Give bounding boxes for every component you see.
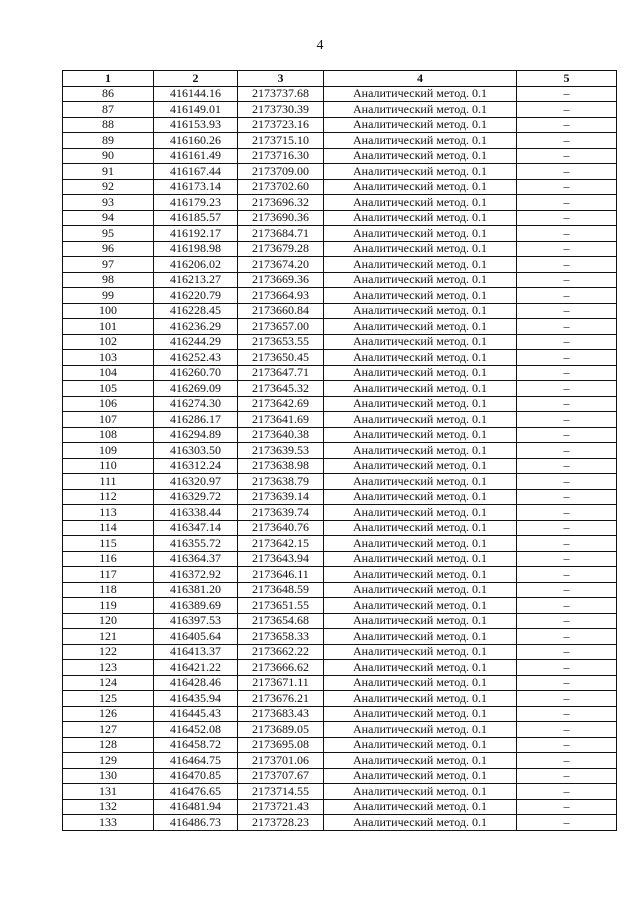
note-cell: – [517,319,617,335]
note-cell: – [517,350,617,366]
x-coordinate-cell: 416206.02 [154,257,238,273]
method-cell: Аналитический метод. 0.1 [324,458,517,474]
point-number-cell: 87 [63,102,154,118]
y-coordinate-cell: 2173648.59 [238,582,324,598]
point-number-cell: 100 [63,303,154,319]
table-row [63,195,617,211]
point-number-cell: 128 [63,737,154,753]
point-number-cell: 119 [63,598,154,614]
y-coordinate-cell: 2173737.68 [238,86,324,102]
table-row [63,272,617,288]
method-cell: Аналитический метод. 0.1 [324,272,517,288]
point-number-cell: 110 [63,458,154,474]
method-cell: Аналитический метод. 0.1 [324,241,517,257]
x-coordinate-cell: 416167.44 [154,164,238,180]
y-coordinate-cell: 2173723.16 [238,117,324,133]
y-coordinate-cell: 2173730.39 [238,102,324,118]
note-cell: – [517,675,617,691]
table-row [63,117,617,133]
note-cell: – [517,86,617,102]
table-row [63,474,617,490]
x-coordinate-cell: 416269.09 [154,381,238,397]
table-row [63,505,617,521]
point-number-cell: 96 [63,241,154,257]
method-cell: Аналитический метод. 0.1 [324,675,517,691]
y-coordinate-cell: 2173676.21 [238,691,324,707]
point-number-cell: 89 [63,133,154,149]
method-cell: Аналитический метод. 0.1 [324,164,517,180]
table-row [63,179,617,195]
note-cell: – [517,257,617,273]
table-row [63,86,617,102]
method-cell: Аналитический метод. 0.1 [324,489,517,505]
y-coordinate-cell: 2173642.69 [238,396,324,412]
point-number-cell: 88 [63,117,154,133]
point-number-cell: 91 [63,164,154,180]
column-header-3: 3 [238,71,324,87]
x-coordinate-cell: 416347.14 [154,520,238,536]
table-header-row [63,71,617,87]
method-cell: Аналитический метод. 0.1 [324,226,517,242]
note-cell: – [517,613,617,629]
y-coordinate-cell: 2173690.36 [238,210,324,226]
note-cell: – [517,598,617,614]
note-cell: – [517,102,617,118]
x-coordinate-cell: 416260.70 [154,365,238,381]
y-coordinate-cell: 2173709.00 [238,164,324,180]
method-cell: Аналитический метод. 0.1 [324,148,517,164]
y-coordinate-cell: 2173674.20 [238,257,324,273]
point-number-cell: 108 [63,427,154,443]
table-row [63,148,617,164]
y-coordinate-cell: 2173640.76 [238,520,324,536]
y-coordinate-cell: 2173643.94 [238,551,324,567]
note-cell: – [517,815,617,831]
point-number-cell: 97 [63,257,154,273]
method-cell: Аналитический метод. 0.1 [324,86,517,102]
table-row [63,629,617,645]
x-coordinate-cell: 416486.73 [154,815,238,831]
method-cell: Аналитический метод. 0.1 [324,691,517,707]
x-coordinate-cell: 416160.26 [154,133,238,149]
point-number-cell: 90 [63,148,154,164]
x-coordinate-cell: 416413.37 [154,644,238,660]
note-cell: – [517,164,617,180]
point-number-cell: 106 [63,396,154,412]
x-coordinate-cell: 416381.20 [154,582,238,598]
table-row [63,706,617,722]
point-number-cell: 123 [63,660,154,676]
coordinates-table [62,70,617,831]
table-row [63,691,617,707]
method-cell: Аналитический метод. 0.1 [324,737,517,753]
x-coordinate-cell: 416179.23 [154,195,238,211]
y-coordinate-cell: 2173650.45 [238,350,324,366]
method-cell: Аналитический метод. 0.1 [324,365,517,381]
method-cell: Аналитический метод. 0.1 [324,210,517,226]
y-coordinate-cell: 2173671.11 [238,675,324,691]
table-row [63,520,617,536]
method-cell: Аналитический метод. 0.1 [324,443,517,459]
method-cell: Аналитический метод. 0.1 [324,598,517,614]
method-cell: Аналитический метод. 0.1 [324,257,517,273]
column-header-4: 4 [324,71,517,87]
point-number-cell: 118 [63,582,154,598]
table-row [63,536,617,552]
note-cell: – [517,148,617,164]
x-coordinate-cell: 416274.30 [154,396,238,412]
x-coordinate-cell: 416236.29 [154,319,238,335]
method-cell: Аналитический метод. 0.1 [324,195,517,211]
x-coordinate-cell: 416213.27 [154,272,238,288]
method-cell: Аналитический метод. 0.1 [324,350,517,366]
point-number-cell: 116 [63,551,154,567]
table-row [63,458,617,474]
note-cell: – [517,644,617,660]
table-row [63,319,617,335]
table-row [63,133,617,149]
note-cell: – [517,722,617,738]
point-number-cell: 95 [63,226,154,242]
method-cell: Аналитический метод. 0.1 [324,319,517,335]
table-row [63,784,617,800]
note-cell: – [517,505,617,521]
y-coordinate-cell: 2173714.55 [238,784,324,800]
note-cell: – [517,195,617,211]
table-row [63,799,617,815]
note-cell: – [517,753,617,769]
method-cell: Аналитический метод. 0.1 [324,582,517,598]
y-coordinate-cell: 2173662.22 [238,644,324,660]
table-row [63,768,617,784]
y-coordinate-cell: 2173660.84 [238,303,324,319]
table-row [63,164,617,180]
method-cell: Аналитический метод. 0.1 [324,179,517,195]
table-row [63,551,617,567]
method-cell: Аналитический метод. 0.1 [324,102,517,118]
x-coordinate-cell: 416372.92 [154,567,238,583]
y-coordinate-cell: 2173645.32 [238,381,324,397]
note-cell: – [517,691,617,707]
note-cell: – [517,226,617,242]
x-coordinate-cell: 416244.29 [154,334,238,350]
y-coordinate-cell: 2173640.38 [238,427,324,443]
x-coordinate-cell: 416364.37 [154,551,238,567]
point-number-cell: 129 [63,753,154,769]
note-cell: – [517,768,617,784]
table-row [63,598,617,614]
point-number-cell: 115 [63,536,154,552]
table-row [63,350,617,366]
method-cell: Аналитический метод. 0.1 [324,551,517,567]
x-coordinate-cell: 416445.43 [154,706,238,722]
note-cell: – [517,133,617,149]
table-row [63,427,617,443]
x-coordinate-cell: 416161.49 [154,148,238,164]
note-cell: – [517,784,617,800]
point-number-cell: 98 [63,272,154,288]
point-number-cell: 126 [63,706,154,722]
x-coordinate-cell: 416149.01 [154,102,238,118]
note-cell: – [517,303,617,319]
note-cell: – [517,458,617,474]
y-coordinate-cell: 2173689.05 [238,722,324,738]
y-coordinate-cell: 2173679.28 [238,241,324,257]
x-coordinate-cell: 416464.75 [154,753,238,769]
y-coordinate-cell: 2173701.06 [238,753,324,769]
point-number-cell: 92 [63,179,154,195]
note-cell: – [517,551,617,567]
note-cell: – [517,427,617,443]
table-row [63,753,617,769]
x-coordinate-cell: 416452.08 [154,722,238,738]
table-body [63,86,617,830]
x-coordinate-cell: 416435.94 [154,691,238,707]
note-cell: – [517,737,617,753]
method-cell: Аналитический метод. 0.1 [324,505,517,521]
y-coordinate-cell: 2173702.60 [238,179,324,195]
table-row [63,396,617,412]
note-cell: – [517,272,617,288]
table-row [63,365,617,381]
table-row [63,644,617,660]
x-coordinate-cell: 416338.44 [154,505,238,521]
note-cell: – [517,381,617,397]
method-cell: Аналитический метод. 0.1 [324,567,517,583]
note-cell: – [517,241,617,257]
method-cell: Аналитический метод. 0.1 [324,520,517,536]
note-cell: – [517,210,617,226]
y-coordinate-cell: 2173638.98 [238,458,324,474]
note-cell: – [517,117,617,133]
method-cell: Аналитический метод. 0.1 [324,784,517,800]
table-row [63,737,617,753]
x-coordinate-cell: 416144.16 [154,86,238,102]
page-number: 4 [316,38,324,53]
y-coordinate-cell: 2173647.71 [238,365,324,381]
method-cell: Аналитический метод. 0.1 [324,427,517,443]
x-coordinate-cell: 416198.98 [154,241,238,257]
y-coordinate-cell: 2173716.30 [238,148,324,164]
point-number-cell: 121 [63,629,154,645]
y-coordinate-cell: 2173639.14 [238,489,324,505]
table-row [63,226,617,242]
point-number-cell: 131 [63,784,154,800]
table-row [63,722,617,738]
point-number-cell: 113 [63,505,154,521]
note-cell: – [517,536,617,552]
x-coordinate-cell: 416389.69 [154,598,238,614]
note-cell: – [517,489,617,505]
table-row [63,334,617,350]
table-row [63,210,617,226]
y-coordinate-cell: 2173642.15 [238,536,324,552]
x-coordinate-cell: 416481.94 [154,799,238,815]
point-number-cell: 99 [63,288,154,304]
y-coordinate-cell: 2173654.68 [238,613,324,629]
column-header-5: 5 [517,71,617,87]
table-row [63,815,617,831]
method-cell: Аналитический метод. 0.1 [324,117,517,133]
method-cell: Аналитический метод. 0.1 [324,799,517,815]
x-coordinate-cell: 416428.46 [154,675,238,691]
method-cell: Аналитический метод. 0.1 [324,536,517,552]
y-coordinate-cell: 2173653.55 [238,334,324,350]
point-number-cell: 114 [63,520,154,536]
point-number-cell: 93 [63,195,154,211]
y-coordinate-cell: 2173639.74 [238,505,324,521]
y-coordinate-cell: 2173715.10 [238,133,324,149]
x-coordinate-cell: 416355.72 [154,536,238,552]
y-coordinate-cell: 2173657.00 [238,319,324,335]
note-cell: – [517,629,617,645]
method-cell: Аналитический метод. 0.1 [324,396,517,412]
note-cell: – [517,660,617,676]
y-coordinate-cell: 2173651.55 [238,598,324,614]
table-row [63,241,617,257]
x-coordinate-cell: 416294.89 [154,427,238,443]
x-coordinate-cell: 416421.22 [154,660,238,676]
y-coordinate-cell: 2173669.36 [238,272,324,288]
x-coordinate-cell: 416476.65 [154,784,238,800]
y-coordinate-cell: 2173658.33 [238,629,324,645]
point-number-cell: 109 [63,443,154,459]
x-coordinate-cell: 416220.79 [154,288,238,304]
y-coordinate-cell: 2173684.71 [238,226,324,242]
point-number-cell: 102 [63,334,154,350]
point-number-cell: 103 [63,350,154,366]
point-number-cell: 111 [63,474,154,490]
point-number-cell: 94 [63,210,154,226]
table-row [63,613,617,629]
note-cell: – [517,412,617,428]
method-cell: Аналитический метод. 0.1 [324,381,517,397]
point-number-cell: 107 [63,412,154,428]
x-coordinate-cell: 416173.14 [154,179,238,195]
method-cell: Аналитический метод. 0.1 [324,815,517,831]
note-cell: – [517,474,617,490]
column-header-2: 2 [154,71,238,87]
x-coordinate-cell: 416303.50 [154,443,238,459]
method-cell: Аналитический метод. 0.1 [324,288,517,304]
method-cell: Аналитический метод. 0.1 [324,334,517,350]
x-coordinate-cell: 416397.53 [154,613,238,629]
point-number-cell: 104 [63,365,154,381]
y-coordinate-cell: 2173641.69 [238,412,324,428]
point-number-cell: 124 [63,675,154,691]
method-cell: Аналитический метод. 0.1 [324,412,517,428]
point-number-cell: 125 [63,691,154,707]
table-row [63,443,617,459]
method-cell: Аналитический метод. 0.1 [324,644,517,660]
x-coordinate-cell: 416228.45 [154,303,238,319]
point-number-cell: 133 [63,815,154,831]
y-coordinate-cell: 2173707.67 [238,768,324,784]
method-cell: Аналитический метод. 0.1 [324,753,517,769]
point-number-cell: 105 [63,381,154,397]
point-number-cell: 122 [63,644,154,660]
table-row [63,582,617,598]
method-cell: Аналитический метод. 0.1 [324,706,517,722]
point-number-cell: 112 [63,489,154,505]
note-cell: – [517,799,617,815]
y-coordinate-cell: 2173728.23 [238,815,324,831]
x-coordinate-cell: 416329.72 [154,489,238,505]
note-cell: – [517,365,617,381]
y-coordinate-cell: 2173639.53 [238,443,324,459]
note-cell: – [517,396,617,412]
method-cell: Аналитический метод. 0.1 [324,474,517,490]
y-coordinate-cell: 2173666.62 [238,660,324,676]
note-cell: – [517,288,617,304]
x-coordinate-cell: 416185.57 [154,210,238,226]
table-row [63,381,617,397]
note-cell: – [517,443,617,459]
point-number-cell: 127 [63,722,154,738]
method-cell: Аналитический метод. 0.1 [324,613,517,629]
y-coordinate-cell: 2173683.43 [238,706,324,722]
table-row [63,303,617,319]
x-coordinate-cell: 416470.85 [154,768,238,784]
y-coordinate-cell: 2173695.08 [238,737,324,753]
column-header-1: 1 [63,71,154,87]
table-row [63,489,617,505]
note-cell: – [517,706,617,722]
method-cell: Аналитический метод. 0.1 [324,133,517,149]
point-number-cell: 101 [63,319,154,335]
x-coordinate-cell: 416153.93 [154,117,238,133]
method-cell: Аналитический метод. 0.1 [324,303,517,319]
note-cell: – [517,520,617,536]
y-coordinate-cell: 2173696.32 [238,195,324,211]
table-row [63,257,617,273]
x-coordinate-cell: 416458.72 [154,737,238,753]
y-coordinate-cell: 2173638.79 [238,474,324,490]
note-cell: – [517,334,617,350]
table-row [63,567,617,583]
method-cell: Аналитический метод. 0.1 [324,629,517,645]
point-number-cell: 130 [63,768,154,784]
table-row [63,102,617,118]
x-coordinate-cell: 416286.17 [154,412,238,428]
point-number-cell: 86 [63,86,154,102]
y-coordinate-cell: 2173721.43 [238,799,324,815]
x-coordinate-cell: 416405.64 [154,629,238,645]
x-coordinate-cell: 416320.97 [154,474,238,490]
y-coordinate-cell: 2173664.93 [238,288,324,304]
x-coordinate-cell: 416312.24 [154,458,238,474]
table-row [63,675,617,691]
note-cell: – [517,567,617,583]
point-number-cell: 120 [63,613,154,629]
table-row [63,412,617,428]
note-cell: – [517,179,617,195]
table-row [63,288,617,304]
y-coordinate-cell: 2173646.11 [238,567,324,583]
method-cell: Аналитический метод. 0.1 [324,660,517,676]
method-cell: Аналитический метод. 0.1 [324,768,517,784]
point-number-cell: 132 [63,799,154,815]
x-coordinate-cell: 416192.17 [154,226,238,242]
table-row [63,660,617,676]
method-cell: Аналитический метод. 0.1 [324,722,517,738]
point-number-cell: 117 [63,567,154,583]
x-coordinate-cell: 416252.43 [154,350,238,366]
note-cell: – [517,582,617,598]
